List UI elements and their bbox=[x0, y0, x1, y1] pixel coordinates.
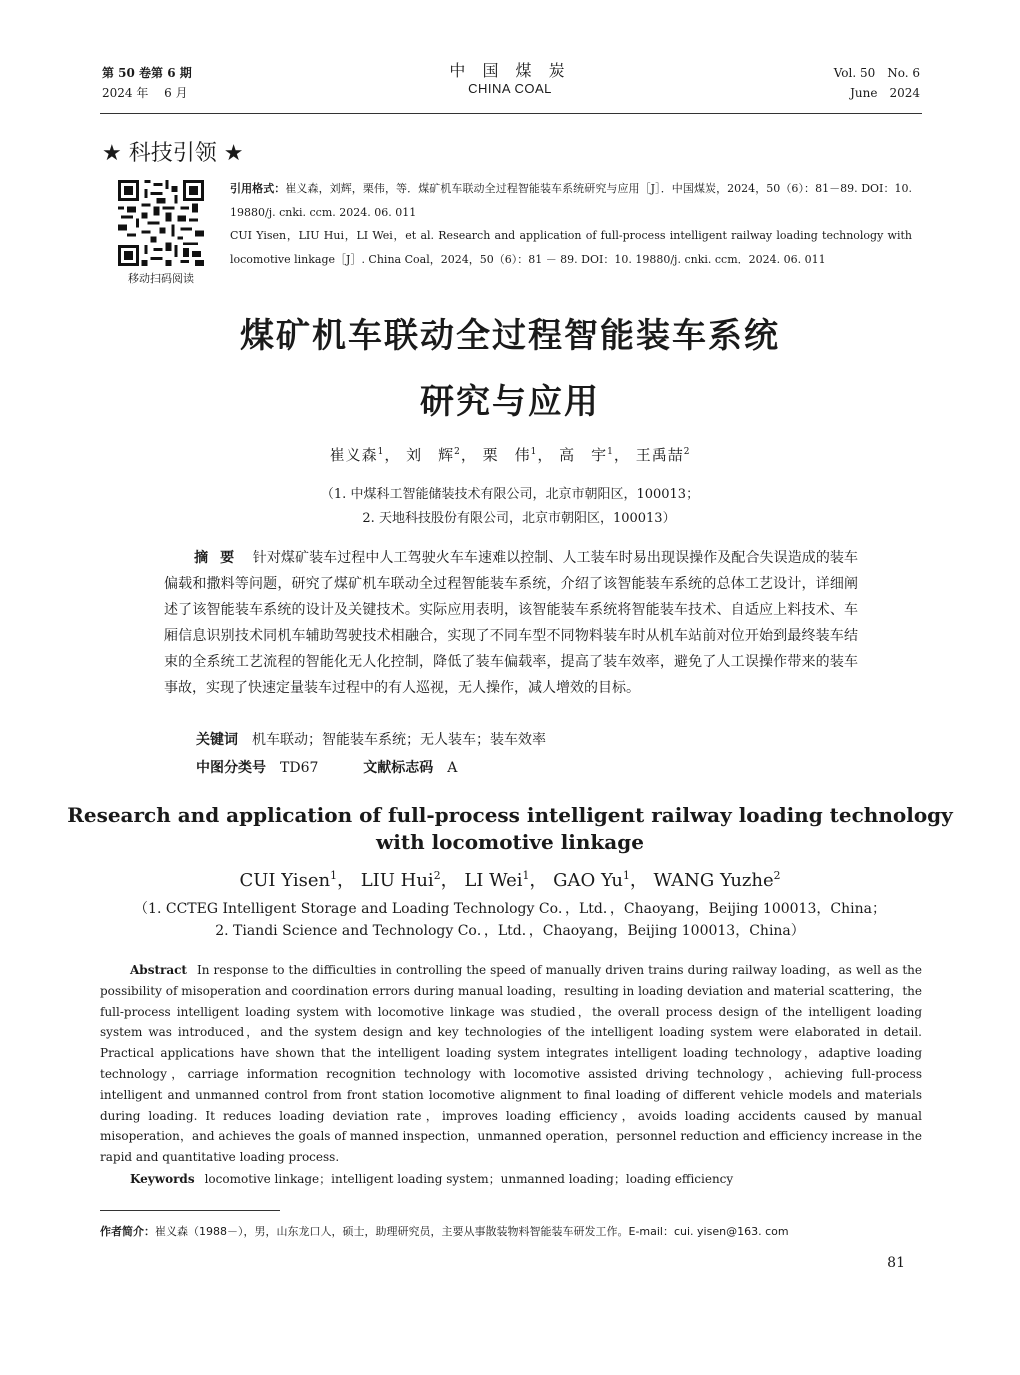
citation-block bbox=[230, 177, 912, 271]
author-affil-sup: 2 bbox=[454, 447, 461, 457]
authors-cn: 崔义森$^1$， 刘 辉$^2$， 栗 伟$^1$， 高 宇$^1$， 王禹喆$^2$ bbox=[329, 446, 691, 464]
authors-en: CUI Yisen$^1$， LIU Hui$^2$， LI Wei$^1$， GAO Yu$^1$， WANG Yuzhe$^2$ bbox=[239, 869, 781, 891]
clc-value: TD67 bbox=[280, 760, 319, 776]
journal-name-en: CHINA COAL bbox=[468, 81, 552, 96]
article-title-en bbox=[0, 802, 1020, 856]
author-cn: 栗 伟 bbox=[482, 446, 531, 464]
abstract-cn-label: 摘要 bbox=[194, 550, 247, 566]
affiliation-en-1: （1. CCTEG Intelligent Storage and Loading Technology Co．，Ltd．，Chaoyang，Beijing 100013，China； bbox=[134, 901, 886, 917]
author-affil-sup: 2 bbox=[683, 447, 691, 457]
header-divider bbox=[100, 113, 922, 114]
clc-label: 中图分类号 bbox=[196, 760, 266, 776]
abstract-cn-text: 针对煤矿装车过程中人工驾驶火车车速难以控制、人工装车时易出现误操作及配合失误造成的装车偏载和撒料等问题，研究了煤矿机车联动全过程智能装车系统，介绍了该智能装车系统的总体工艺设计，详细阐述了该智能装车系统的设计及关键技术。实际应用表明，该智能装车系统将智能装车技术、自适应上料技术、车厢信息识别技术同机车辅助驾驶技术相融合，实现了不同车型不同物料装车时从机车站前对位开始到最终装车结束的全系统工艺流程的智能化无人化控制，降低了装车偏载率，提高了装车效率，避免了人工误操作带来的装车事故，实现了快速定量装车过程中的有人巡视，无人操作，减人增效的目标。 bbox=[164, 550, 859, 696]
author-affil-sup: 1 bbox=[522, 869, 530, 882]
journal-volume-en bbox=[834, 63, 920, 103]
date-en: June 2024 bbox=[850, 86, 920, 100]
author-en: WANG Yuzhe bbox=[653, 870, 774, 891]
abstract-en-label: Abstract bbox=[130, 963, 187, 977]
keywords-en-text: locomotive linkage；intelligent loading system；unmanned loading；loading efficiency bbox=[204, 1172, 734, 1186]
doc-code-label: 文献标志码 bbox=[363, 760, 434, 776]
abstract-en bbox=[100, 960, 922, 1168]
doc-code-value: A bbox=[447, 760, 458, 776]
author-en: CUI Yisen bbox=[239, 870, 331, 891]
author-cn: 王禹喆 bbox=[635, 446, 684, 464]
author-affil-sup: 1 bbox=[622, 869, 630, 882]
author-affil-sup: 1 bbox=[530, 447, 538, 457]
affiliation-cn-2: 2. 天地科技股份有限公司，北京市朝阳区，100013） bbox=[362, 511, 676, 526]
footnote-label: 作者简介： bbox=[100, 1225, 155, 1238]
affiliations-en bbox=[0, 898, 1020, 942]
footnote-divider bbox=[100, 1210, 280, 1211]
author-cn: 高 宇 bbox=[559, 446, 608, 464]
section-tag: ★ 科技引领 ★ bbox=[102, 141, 244, 166]
author-cn: 刘 辉 bbox=[406, 446, 455, 464]
citation-en: CUI Yisen，LIU Hui，LI Wei，et al. Research and application of full-process intelligent railway loading technology with locomotive linkage［J］. China Coal，2024，50（6）：81 － 89. DOI：10. 19880/j. cnki. ccm．2024. 06. 011 bbox=[230, 229, 912, 266]
issue-date: 2024 年 6 月 bbox=[102, 86, 188, 100]
keywords-en bbox=[100, 1169, 733, 1189]
author-cn: 崔义森 bbox=[329, 446, 378, 464]
author-affil-sup: 2 bbox=[433, 869, 441, 882]
qr-caption: 移动扫码阅读 bbox=[128, 272, 194, 285]
title-en-line2: with locomotive linkage bbox=[376, 830, 644, 854]
keywords-cn-label: 关键词 bbox=[196, 732, 238, 748]
author-bio-footnote bbox=[100, 1222, 789, 1242]
author-affil-sup: 1 bbox=[330, 869, 337, 882]
citation-cn: 崔义森，刘辉，栗伟，等．煤矿机车联动全过程智能装车系统研究与应用［J］．中国煤炭，2024，50（6）：81－89. DOI：10. 19880/j. cnki. ccm. 2024. 06. 011 bbox=[230, 182, 913, 219]
qr-code-icon[interactable] bbox=[118, 180, 204, 266]
title-en-line1: Research and application of full-process intelligent railway loading technology bbox=[67, 803, 953, 827]
author-affil-sup: 2 bbox=[773, 869, 781, 882]
footnote-text: 崔义森（1988－），男，山东龙口人，硕士，助理研究员，主要从事散装物料智能装车研发工作。E-mail：cui. yisen@163. com bbox=[155, 1225, 789, 1238]
keywords-cn bbox=[196, 729, 546, 751]
author-en: GAO Yu bbox=[553, 870, 623, 891]
title-cn-line1: 煤矿机车联动全过程智能装车系统 bbox=[240, 316, 780, 356]
classification bbox=[196, 757, 457, 779]
volume-en: Vol. 50 No. 6 bbox=[833, 66, 920, 80]
keywords-cn-text: 机车联动；智能装车系统；无人装车；装车效率 bbox=[252, 732, 546, 748]
author-affil-sup: 1 bbox=[607, 447, 614, 457]
affiliation-cn-1: （1. 中煤科工智能储装技术有限公司，北京市朝阳区，100013； bbox=[320, 487, 700, 502]
citation-label: 引用格式： bbox=[230, 182, 286, 195]
issue-volume: 第 50 卷第 6 期 bbox=[102, 66, 192, 80]
journal-name-cn: 中 国 煤 炭 bbox=[449, 61, 571, 80]
affiliation-en-2: 2. Tiandi Science and Technology Co．，Ltd．，Chaoyang，Beijing 100013，China） bbox=[215, 923, 805, 939]
keywords-en-label: Keywords bbox=[130, 1172, 195, 1186]
affiliations-cn bbox=[0, 483, 1020, 531]
title-cn-line2: 研究与应用 bbox=[420, 382, 600, 422]
page-number: 81 bbox=[887, 1255, 905, 1271]
author-affil-sup: 1 bbox=[377, 447, 385, 457]
abstract-cn bbox=[164, 545, 858, 701]
author-en: LI Wei bbox=[464, 870, 523, 891]
author-en: LIU Hui bbox=[360, 870, 434, 891]
abstract-en-text: In response to the difficulties in controlling the speed of manually driven trains during railway loading，as well as the possibility of misoperation and coordination errors during manual loading，resulting in loading deviation and material scattering，the full-process intelligent loading system with locomotive linkage was studied，the overall process design of the intelligent loading system was introduced，and the system design and key technologies of the intelligent loading system were elaborated in detail. Practical applications have shown that the intelligent loading system integrates intelligent loading technology，adaptive loading technology，carriage information recognition technology with locomotive assisted driving technology，achieving full-process intelligent and unmanned control from front station locomotive alignment to final loading of different vehicle models and materials during loading. It reduces loading deviation rate，improves loading efficiency，avoids loading accidents caused by manual misoperation，and achieves the goals of manned inspection，unmanned operation，personnel reduction and efficiency increase in the rapid and quantitative loading process. bbox=[100, 963, 922, 1165]
article-title-cn bbox=[0, 308, 1020, 430]
